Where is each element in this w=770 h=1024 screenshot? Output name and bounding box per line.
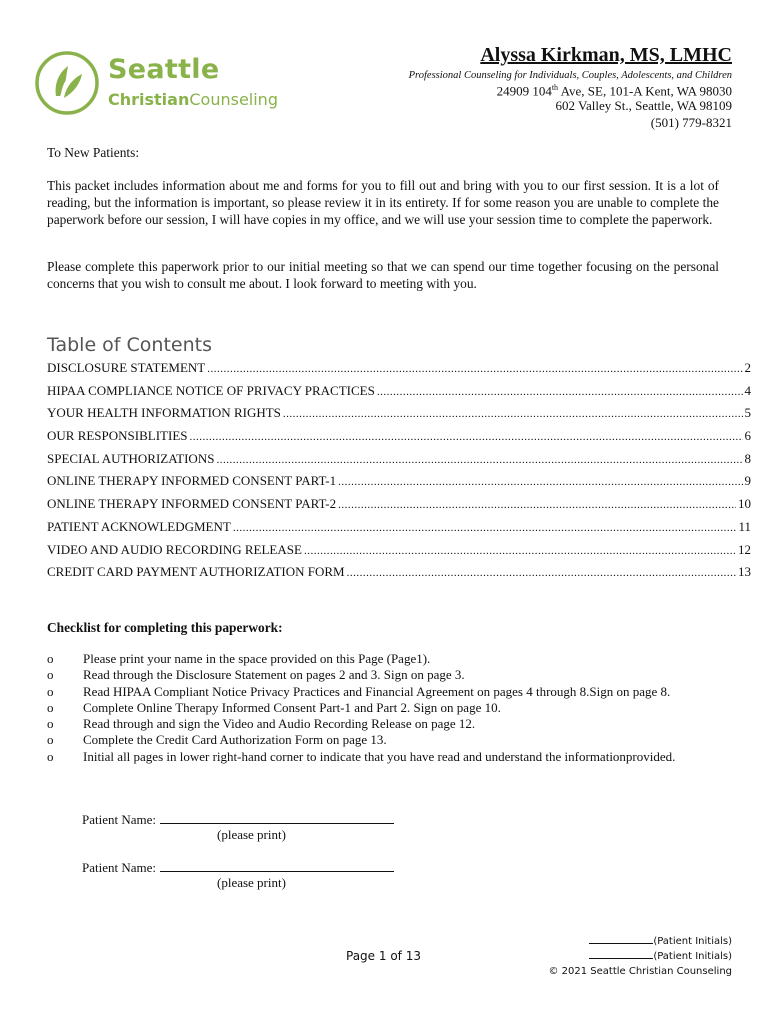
toc-entry[interactable]	[47, 383, 751, 406]
logo-text-christian-counseling	[108, 90, 278, 109]
toc-entry-page: 5	[744, 405, 751, 421]
checklist-item	[47, 651, 737, 667]
checklist-item-text: Complete Online Therapy Informed Consent Part-1 and Part 2. Sign on page 10.	[83, 699, 501, 715]
toc-leader-dots	[304, 545, 736, 557]
address-kent-sup: th	[551, 83, 559, 92]
logo-text-christian: Christian	[108, 90, 190, 109]
table-of-contents	[47, 360, 751, 587]
toc-entry-page: 9	[744, 473, 751, 489]
toc-entry-page: 11	[738, 518, 751, 534]
intro-paragraph-1: This packet includes information about me and forms for you to fill out and bring with you to our first session. It is a lot of reading, but the information is important, so please review it in its entirety. If for some reason you are unable to complete the paperwork before our session, I will have copies in my office, and we will use your session time to complete the paperwork.	[47, 178, 719, 227]
toc-entry[interactable]	[47, 473, 751, 496]
toc-entry[interactable]	[47, 428, 751, 451]
copyright: © 2021 Seattle Christian Counseling	[548, 966, 732, 977]
toc-entry-page: 4	[744, 382, 751, 398]
toc-entry-label: ONLINE THERAPY INFORMED CONSENT PART-1	[47, 473, 337, 489]
toc-entry-label: VIDEO AND AUDIO RECORDING RELEASE	[47, 541, 302, 557]
toc-leader-dots	[338, 476, 742, 488]
salutation: To New Patients:	[47, 145, 140, 160]
toc-entry[interactable]	[47, 360, 751, 383]
patient-initials-row-1	[589, 934, 732, 947]
toc-entry-page: 6	[744, 428, 751, 444]
logo-text-counseling: Counseling	[189, 90, 278, 109]
toc-leader-dots	[190, 431, 743, 443]
checklist-item-text: Read through and sign the Video and Audio Recording Release on page 12.	[83, 716, 476, 732]
toc-leader-dots	[216, 454, 742, 466]
toc-entry-label: YOUR HEALTH INFORMATION RIGHTS	[47, 405, 281, 421]
please-print-hint: (please print)	[217, 827, 286, 842]
please-print-hint: (please print)	[217, 875, 286, 890]
checklist-item	[47, 684, 737, 700]
toc-entry-label: OUR RESPONSIBLITIES	[47, 428, 188, 444]
toc-entry[interactable]	[47, 451, 751, 474]
logo-text-seattle: Seattle	[108, 54, 220, 85]
counselor-name: Alyssa Kirkman, MS, LMHC	[480, 44, 732, 66]
toc-entry[interactable]	[47, 564, 751, 587]
intro-paragraph-2: Please complete this paperwork prior to our initial meeting so that we can spend our time together focusing on the personal concerns that you wish to consult me about. I look forward to meeting with you.	[47, 259, 719, 291]
patient-name-label: Patient Name:	[82, 812, 157, 827]
checklist-item-text: Complete the Credit Card Authorization Form on page 13.	[83, 732, 387, 748]
toc-entry[interactable]	[47, 496, 751, 519]
toc-entry-label: SPECIAL AUTHORIZATIONS	[47, 450, 215, 466]
toc-entry[interactable]	[47, 519, 751, 542]
toc-entry-page: 8	[744, 450, 751, 466]
toc-entry-label: DISCLOSURE STATEMENT	[47, 360, 206, 375]
page-number: Page 1 of 13	[346, 949, 421, 963]
checklist-item-text: Initial all pages in lower right-hand corner to indicate that you have read and understand the informationprovided.	[83, 748, 676, 764]
toc-entry-page: 10	[738, 496, 751, 512]
toc-entry[interactable]	[47, 542, 751, 565]
toc-entry-page: 2	[744, 360, 751, 375]
toc-entry-label: ONLINE THERAPY INFORMED CONSENT PART-2	[47, 496, 337, 512]
checklist-item-text: Read HIPAA Compliant Notice Privacy Practices and Financial Agreement on pages 4 through 8.Sign on page 8.	[83, 683, 671, 699]
checklist-item	[47, 667, 737, 683]
toc-entry-label: CREDIT CARD PAYMENT AUTHORIZATION FORM	[47, 564, 345, 580]
toc-entry-label: PATIENT ACKNOWLEDGMENT	[47, 518, 231, 534]
logo	[34, 50, 284, 116]
toc-leader-dots	[207, 363, 742, 375]
toc-entry[interactable]	[47, 405, 751, 428]
checklist	[47, 651, 737, 765]
toc-entry-page: 13	[738, 564, 751, 580]
toc-leader-dots	[283, 408, 743, 420]
checklist-item	[47, 749, 737, 765]
toc-leader-dots	[233, 522, 737, 534]
patient-initials-row-2	[589, 949, 732, 962]
patient-name-field[interactable]	[160, 859, 394, 872]
toc-leader-dots	[377, 386, 743, 398]
patient-name-label: Patient Name:	[82, 860, 157, 875]
patient-name-row-2	[82, 859, 394, 876]
address-seattle: 602 Valley St., Seattle, WA 98109	[555, 98, 732, 113]
patient-initials-field[interactable]	[589, 934, 653, 944]
checklist-item-text: Read through the Disclosure Statement on pages 2 and 3. Sign on page 3.	[83, 667, 465, 683]
address-kent-rest: Ave, SE, 101-A Kent, WA 98030	[558, 83, 732, 99]
checklist-bullet: o	[47, 651, 54, 666]
patient-initials-field[interactable]	[589, 949, 653, 959]
checklist-bullet: o	[47, 716, 54, 732]
patient-name-field[interactable]	[160, 811, 394, 824]
checklist-item-text: Please print your name in the space provided on this Page (Page1).	[83, 651, 431, 666]
leaf-logo-icon	[34, 50, 100, 116]
toc-entry-label: HIPAA COMPLIANCE NOTICE OF PRIVACY PRACTICES	[47, 382, 375, 398]
counselor-subtitle: Professional Counseling for Individuals, Couples, Adolescents, and Children	[408, 70, 732, 81]
checklist-item	[47, 700, 737, 716]
phone-number: (501) 779-8321	[650, 115, 732, 130]
patient-name-row-1	[82, 811, 394, 828]
patient-initials-label: (Patient Initials)	[653, 936, 732, 947]
toc-leader-dots	[338, 499, 736, 511]
checklist-bullet: o	[47, 699, 54, 715]
checklist-item	[47, 716, 737, 732]
address-kent-number: 24909 104	[496, 83, 552, 99]
patient-initials-label: (Patient Initials)	[653, 951, 732, 962]
address-kent	[497, 83, 732, 99]
checklist-item	[47, 732, 737, 748]
checklist-bullet: o	[47, 732, 54, 748]
toc-title: Table of Contents	[47, 334, 212, 356]
checklist-bullet: o	[47, 683, 54, 699]
checklist-bullet: o	[47, 748, 54, 764]
toc-leader-dots	[347, 567, 736, 579]
toc-entry-page: 12	[738, 541, 751, 557]
checklist-title: Checklist for completing this paperwork:	[47, 620, 283, 635]
checklist-bullet: o	[47, 667, 54, 683]
